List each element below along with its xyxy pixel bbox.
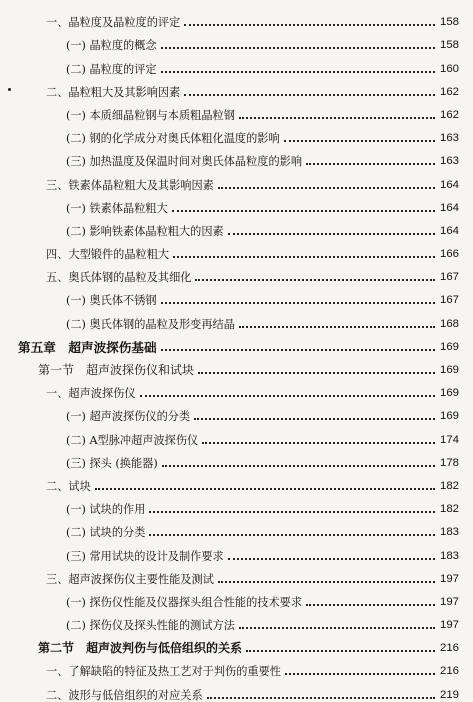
toc-entry bbox=[0, 539, 473, 562]
toc-entry-page: 169 bbox=[439, 340, 459, 353]
toc-entry-label: (一) 试块的作用 bbox=[66, 503, 146, 517]
toc-entry-page: 169 bbox=[439, 387, 459, 400]
dot-leader bbox=[195, 279, 435, 281]
toc-entry-label: (一) 本质细晶粒钢与本质粗晶粒钢 bbox=[66, 108, 235, 122]
toc-entry-label: (一) 探伤仪性能及仪器探头组合性能的技术要求 bbox=[66, 595, 303, 609]
dot-leader bbox=[149, 511, 435, 513]
toc-entry bbox=[0, 261, 473, 284]
dot-leader bbox=[218, 187, 435, 189]
toc-entry bbox=[0, 377, 473, 400]
toc-entry-label: (二) 晶粒度的评定 bbox=[66, 62, 157, 76]
toc-entry-page: 174 bbox=[439, 433, 459, 446]
toc-entry bbox=[0, 192, 473, 215]
toc-entry bbox=[0, 238, 473, 261]
toc-entry bbox=[0, 678, 473, 701]
toc-entry bbox=[0, 76, 473, 99]
toc-entry bbox=[0, 516, 473, 539]
toc-entry-page: 158 bbox=[439, 16, 459, 29]
toc-entry-label: (一) 超声波探伤仪的分类 bbox=[66, 410, 191, 424]
toc-entry-page: 197 bbox=[439, 619, 459, 632]
dot-leader bbox=[239, 627, 435, 629]
dot-leader bbox=[95, 488, 435, 490]
toc-entry-label: 三、超声波探伤仪主要性能及测试 bbox=[46, 572, 214, 586]
toc-entry bbox=[0, 447, 473, 470]
toc-entry-label: (一) 奥氏体不锈钢 bbox=[66, 294, 157, 308]
toc-entry-page: 182 bbox=[439, 503, 459, 516]
toc-entry bbox=[0, 6, 473, 29]
dot-leader bbox=[161, 47, 435, 49]
toc-entry bbox=[0, 423, 473, 446]
toc-entry bbox=[0, 29, 473, 52]
dot-leader bbox=[161, 71, 435, 73]
toc-entry-label: 第五章 超声波探伤基础 bbox=[18, 339, 157, 355]
dot-leader bbox=[246, 650, 435, 652]
toc-entry-page: 182 bbox=[439, 479, 459, 492]
dot-leader bbox=[184, 94, 435, 96]
toc-entry-label: 五、奥氏体钢的晶粒及其细化 bbox=[46, 271, 192, 285]
toc-entry-label: (一) 晶粒度的概念 bbox=[66, 39, 157, 53]
toc-entry-page: 162 bbox=[439, 85, 459, 98]
toc-entry-page: 163 bbox=[439, 155, 459, 168]
dot-leader bbox=[140, 395, 435, 397]
dot-leader bbox=[228, 558, 435, 560]
toc-entry bbox=[0, 168, 473, 191]
toc-entry-label: (三) 探头 (换能器) bbox=[66, 456, 158, 470]
dot-leader bbox=[228, 233, 435, 235]
toc-entry-page: 164 bbox=[439, 201, 459, 214]
toc-section-entry bbox=[0, 632, 473, 655]
toc-entry-label: 第一节 超声波探伤仪和试块 bbox=[38, 363, 195, 377]
toc-entry-page: 169 bbox=[439, 410, 459, 423]
toc-section-entry bbox=[0, 354, 473, 377]
table-of-contents bbox=[0, 6, 473, 702]
toc-entry-label: 一、了解缺陷的特征及热工艺对于判伤的重要性 bbox=[46, 665, 281, 679]
toc-entry bbox=[0, 563, 473, 586]
toc-entry-page: 183 bbox=[439, 526, 459, 539]
toc-entry-label: (二) 钢的化学成分对奥氏体粗化温度的影响 bbox=[66, 132, 280, 146]
toc-entry-label: (二) 影响铁素体晶粒粗大的因素 bbox=[66, 224, 224, 238]
toc-entry-label: (三) 常用试块的设计及制作要求 bbox=[66, 549, 224, 563]
toc-entry-page: 183 bbox=[439, 549, 459, 562]
toc-entry-label: 第二节 超声波判伤与低倍组织的关系 bbox=[38, 641, 243, 656]
toc-entry-page: 162 bbox=[439, 108, 459, 121]
toc-entry bbox=[0, 122, 473, 145]
toc-entry bbox=[0, 284, 473, 307]
toc-entry-page: 168 bbox=[439, 317, 459, 330]
toc-entry-page: 216 bbox=[439, 665, 459, 678]
dot-leader bbox=[172, 210, 435, 212]
dot-leader bbox=[162, 465, 435, 467]
toc-entry-page: 219 bbox=[439, 688, 459, 701]
dot-leader bbox=[218, 581, 435, 583]
dot-leader bbox=[239, 326, 435, 328]
toc-entry-page: 160 bbox=[439, 62, 459, 75]
toc-entry bbox=[0, 215, 473, 238]
toc-entry bbox=[0, 470, 473, 493]
toc-entry-label: 一、超声波探伤仪 bbox=[46, 387, 136, 401]
toc-entry bbox=[0, 586, 473, 609]
dot-leader bbox=[239, 117, 435, 119]
dot-leader bbox=[207, 697, 435, 699]
dot-leader bbox=[202, 442, 435, 444]
toc-entry-page: 197 bbox=[439, 595, 459, 608]
toc-entry-page: 163 bbox=[439, 132, 459, 145]
toc-entry bbox=[0, 307, 473, 330]
dot-leader bbox=[184, 24, 435, 26]
dot-leader bbox=[194, 418, 435, 420]
toc-entry-page: 197 bbox=[439, 572, 459, 585]
toc-entry bbox=[0, 609, 473, 632]
toc-entry-label: (二) 探伤仪及探头性能的测试方法 bbox=[66, 619, 235, 633]
toc-entry-page: 158 bbox=[439, 39, 459, 52]
toc-entry-page: 164 bbox=[439, 224, 459, 237]
toc-entry-label: 二、试块 bbox=[46, 479, 91, 493]
dot-leader bbox=[161, 302, 435, 304]
toc-entry bbox=[0, 145, 473, 168]
toc-entry bbox=[0, 52, 473, 75]
dot-leader bbox=[306, 163, 435, 165]
toc-entry bbox=[0, 400, 473, 423]
toc-entry bbox=[0, 655, 473, 678]
toc-entry-label: 二、晶粒粗大及其影响因素 bbox=[46, 85, 181, 99]
toc-entry-label: (二) A型脉冲超声波探伤仪 bbox=[66, 433, 199, 447]
toc-entry-page: 216 bbox=[439, 642, 459, 655]
toc-entry-page: 166 bbox=[439, 248, 459, 261]
toc-entry-page: 167 bbox=[439, 294, 459, 307]
dot-leader bbox=[149, 534, 435, 536]
toc-entry-label: 三、铁素体晶粒粗大及其影响因素 bbox=[46, 178, 214, 192]
toc-entry-label: 一、晶粒度及晶粒度的评定 bbox=[46, 16, 181, 30]
toc-entry bbox=[0, 99, 473, 122]
dot-leader bbox=[173, 256, 435, 258]
dot-leader bbox=[198, 372, 435, 374]
toc-entry bbox=[0, 493, 473, 516]
dot-leader bbox=[306, 604, 435, 606]
toc-entry-label: (二) 奥氏体钢的晶粒及形变再结晶 bbox=[66, 317, 235, 331]
toc-entry-label: (三) 加热温度及保温时间对奥氏体晶粒度的影响 bbox=[66, 155, 303, 169]
dot-leader bbox=[284, 140, 435, 142]
dot-leader bbox=[285, 673, 435, 675]
toc-entry-page: 164 bbox=[439, 178, 459, 191]
scan-speck bbox=[8, 88, 11, 91]
toc-entry-label: (一) 铁素体晶粒粗大 bbox=[66, 201, 168, 215]
toc-entry-label: (二) 试块的分类 bbox=[66, 526, 146, 540]
toc-entry-page: 169 bbox=[439, 364, 459, 376]
toc-entry-label: 四、大型锻件的晶粒粗大 bbox=[46, 248, 170, 262]
toc-chapter-entry bbox=[0, 331, 473, 354]
dot-leader bbox=[161, 349, 435, 351]
toc-entry-page: 178 bbox=[439, 456, 459, 469]
toc-entry-page: 167 bbox=[439, 271, 459, 284]
toc-entry-label: 二、波形与低倍组织的对应关系 bbox=[46, 688, 203, 702]
